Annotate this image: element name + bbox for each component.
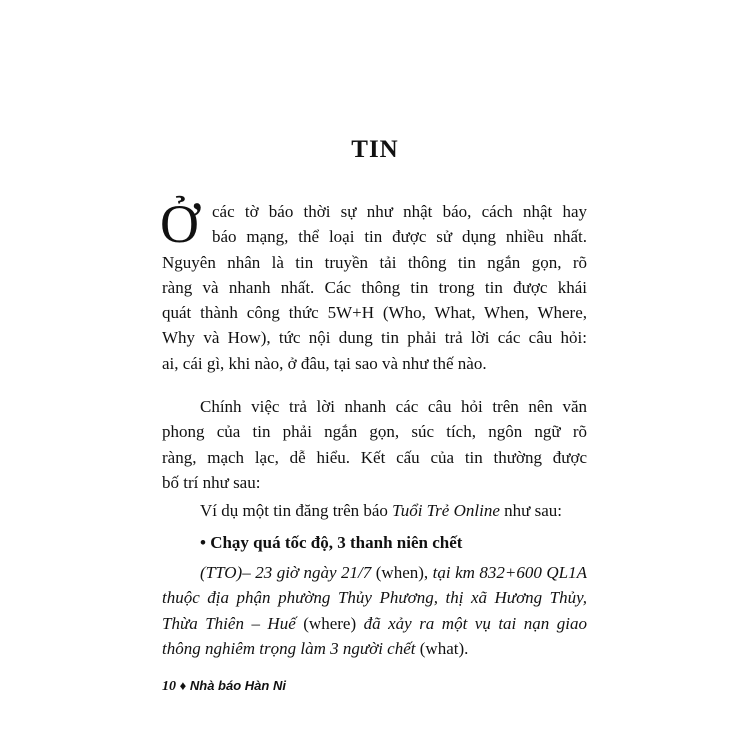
text-segment: Thừa Thiên – Huế — [162, 613, 296, 633]
text-segment: thông nghiêm trọng làm 3 người chết — [162, 638, 416, 658]
book-title: Nhà báo Hàn Ni — [189, 678, 286, 693]
text-line — [162, 224, 587, 249]
text-line — [162, 611, 587, 636]
text-segment: như sau: — [499, 501, 562, 520]
text-line — [162, 470, 587, 495]
text-segment: đã xảy ra một vụ tai nạn giao — [363, 613, 587, 633]
text-segment: (where) — [295, 613, 364, 633]
chapter-title: TIN — [351, 136, 399, 163]
text-line — [162, 199, 587, 224]
text-segment: Tuổi Trẻ Online — [392, 501, 500, 520]
text-segment: (what). — [415, 638, 469, 658]
text-segment: ai, cái gì, khi nào, ở đâu, tại sao và như thế nào. — [162, 353, 487, 373]
text-line — [162, 250, 587, 275]
text-line — [162, 498, 587, 523]
text-segment: báo mạng, thể loại tin được sử dụng nhiều nhất. — [212, 227, 587, 247]
text-line — [162, 351, 587, 376]
paragraph-intro — [160, 194, 587, 376]
text-line — [162, 585, 587, 610]
text-segment: (when), — [371, 563, 433, 582]
text-line — [162, 445, 587, 470]
news-headline — [162, 530, 587, 555]
text-segment: quát thành công thức 5W+H (Who, What, When, Where, — [162, 303, 587, 323]
text-segment: Nguyên nhân là tin truyền tải thông tin ngắn gọn, rõ — [162, 252, 587, 272]
diamond-icon: ♦ — [179, 678, 187, 693]
paragraph-example-intro — [162, 498, 587, 523]
text-line — [162, 530, 587, 555]
page-footer — [162, 678, 286, 695]
text-segment: tại km 832+600 QL1A — [432, 563, 588, 582]
text-segment: Ví dụ một tin đăng trên báo — [200, 501, 393, 520]
text-segment: (TTO)– 23 giờ ngày 21/7 — [200, 563, 372, 582]
text-line — [162, 394, 587, 419]
text-segment: thuộc địa phận phường Thủy Phương, thị xã Hương Thủy, — [162, 588, 587, 608]
text-segment: các tờ báo thời sự như nhật báo, cách nhật hay — [212, 202, 587, 221]
text-line — [162, 636, 587, 661]
page-number: 10 — [162, 679, 176, 694]
text-segment: bố trí như sau: — [162, 472, 261, 492]
text-segment: ràng và nhanh nhất. Các thông tin trong tin được khái — [162, 277, 587, 297]
drop-cap: Ở — [160, 194, 199, 254]
text-segment: Why và How), tức nội dung tin phải trả lời các câu hỏi: — [162, 328, 587, 348]
text-segment: • Chạy quá tốc độ, 3 thanh niên chết — [200, 533, 463, 552]
news-body — [162, 560, 587, 661]
text-line — [162, 300, 587, 325]
text-line — [162, 560, 587, 585]
text-line — [162, 419, 587, 444]
paragraph-style — [162, 394, 587, 495]
text-line — [162, 325, 587, 350]
text-line — [162, 275, 587, 300]
text-segment: phong của tin phải ngắn gọn, súc tích, ngôn ngữ rõ — [162, 422, 587, 442]
text-segment: Chính việc trả lời nhanh các câu hỏi trên nên văn — [200, 397, 587, 416]
text-segment: ràng, mạch lạc, dễ hiểu. Kết cấu của tin thường được — [162, 447, 587, 467]
